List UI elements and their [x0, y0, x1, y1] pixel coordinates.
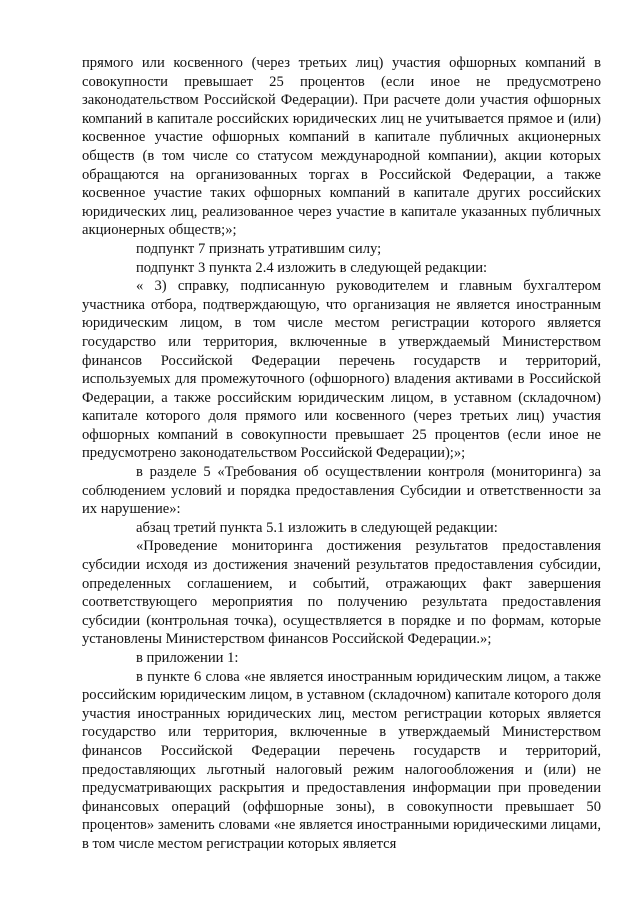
paragraph-item-5-1-intro: абзац третий пункта 5.1 изложить в следующей редакции: — [136, 519, 498, 536]
paragraph-offshore-participation: прямого или косвенного (через третьих лиц) участия офшорных компаний в совокупности превышает 25 процентов (если иное не предусмотрено законодательством Российской Федерации). При расчете доли участия офшорных компаний в капитале российских юридических лиц не учитывается прямое и (или) косвенное участие офшорных компаний в капитале публичных акционерных обществ (в том числе со статусом международной компании), акции которых обращаются на организованных торгах в Российской Федерации, а также косвенное участие таких офшорных компаний в капитале других российских юридических лиц, реализованное через участие в капитале указанных публичных акционерных обществ;»; — [82, 55, 601, 239]
document-page — [82, 54, 601, 854]
paragraph-item-6-replacement: в пункте 6 слова «не является иностранным юридическим лицом, а также российским юридическим лицом, в уставном (складочном) капитале которого доля участия иностранных юридических лиц, местом регистрации которых является государство или территория, включенные в утверждаемый Министерством финансов Российской Федерации перечень государств и территорий, предоставляющих льготный налоговый режим налогообложения и (или) не предусматривающих раскрытия и предоставления информации при проведении финансовых операций (оффшорные зоны), в совокупности превышает 50 процентов» заменить словами «не является иностранными юридическими лицами, в том числе местом регистрации которых является — [82, 668, 601, 852]
paragraph-subitem-3-intro: подпункт 3 пункта 2.4 изложить в следующей редакции: — [136, 259, 488, 276]
paragraph-appendix-1-intro: в приложении 1: — [136, 650, 239, 666]
paragraph-section-5-intro: в разделе 5 «Требования об осуществлении контроля (мониторинга) за соблюдением условий и порядка предоставления Субсидии и ответственности за их нарушение»: — [82, 464, 601, 518]
paragraph-certificate-text: « 3) справку, подписанную руководителем и главным бухгалтером участника отбора, подтверждающую, что организация не является иностранным юридическим лицом, в том числе местом регистрации которого является государство или территория, включенные в утверждаемый Министерством финансов Российской Федерации перечень государств и территорий, используемых для промежуточного (офшорного) владения активами в Российской Федерации, а также российским юридическим лицом, в уставном (складочном) капитале которого доля прямого или косвенного (через третьих лиц) участия офшорных компаний в совокупности превышает 25 процентов (если иное не предусмотрено законодательством Российской Федерации);»; — [82, 278, 601, 462]
paragraph-monitoring-text: «Проведение мониторинга достижения результатов предоставления субсидии исходя из достижения значений результатов предоставления субсидии, определенных соглашением, и событий, отражающих факт завершения соответствующего мероприятия по получению результата предоставления субсидии (контрольная точка), осуществляется в порядке и по формам, которые установлены Министерством финансов Российской Федерации.»; — [82, 538, 601, 648]
paragraph-subitem-7-void: подпункт 7 признать утратившим силу; — [136, 240, 382, 257]
